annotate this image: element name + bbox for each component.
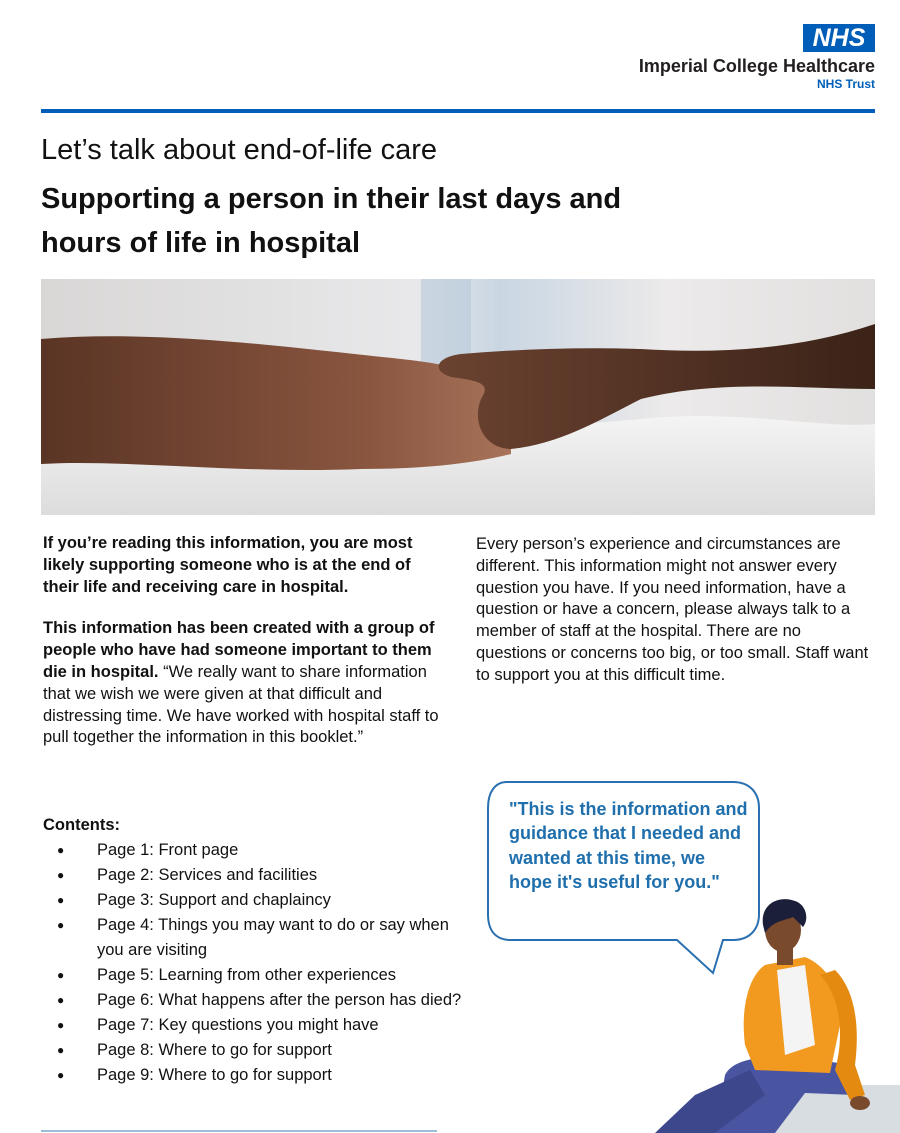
- contents-item: ● Page 7: Key questions you might have: [43, 1013, 463, 1038]
- page-title: Supporting a person in their last days and hours of life in hospital: [41, 183, 622, 259]
- contents-list: [43, 838, 463, 1088]
- contents-item: ● Page 3: Support and chaplaincy: [43, 888, 463, 913]
- right-column: [476, 534, 871, 687]
- holding-hands-photo: [41, 279, 875, 515]
- organisation-name: Imperial College Healthcare: [638, 56, 875, 76]
- intro-paragraph-1: If you’re reading this information, you are most likely supporting someone who is at the end of their life and receiving care in hospital.: [43, 534, 413, 596]
- contents-item: ● Page 8: Where to go for support: [43, 1038, 463, 1063]
- right-paragraph: Every person’s experience and circumstances are different. This information might not answer every question you have. If you need information, have a question or have a concern, please always talk to a member of staff at the hospital. There are no questions or concerns too big, or too small. Staff want to support you at this difficult time.: [476, 535, 869, 684]
- organisation-subtitle: NHS Trust: [816, 77, 875, 91]
- bottom-divider: [41, 1130, 437, 1132]
- contents-item: ● Page 1: Front page: [43, 838, 463, 863]
- contents-heading: Contents:: [43, 816, 120, 834]
- contents-item: ● Page 5: Learning from other experiences: [43, 963, 463, 988]
- quote-text: "This is the information and guidance that I needed and wanted at this time, we hope it's useful for you.": [509, 799, 748, 892]
- seated-person-illustration: [655, 895, 900, 1133]
- intro-paragraph-2: This information has been created with a group of people who have had someone important to them die in hospital. “We really want to share information that we wish we were given at that difficult and distressing time. We have worked with hospital staff to pull together the information in this booklet.”: [43, 619, 439, 747]
- contents-item: ● Page 2: Services and facilities: [43, 863, 463, 888]
- contents-item: ● Page 6: What happens after the person has died?: [43, 988, 463, 1013]
- header-divider: [41, 109, 875, 113]
- series-title: Let’s talk about end-of-life care: [41, 134, 438, 166]
- intro-column: [43, 533, 448, 769]
- nhs-logo: NHS: [803, 24, 875, 52]
- contents-item: ● Page 4: Things you may want to do or say when you are visiting: [43, 913, 463, 963]
- contents-item: ● Page 9: Where to go for support: [43, 1063, 463, 1088]
